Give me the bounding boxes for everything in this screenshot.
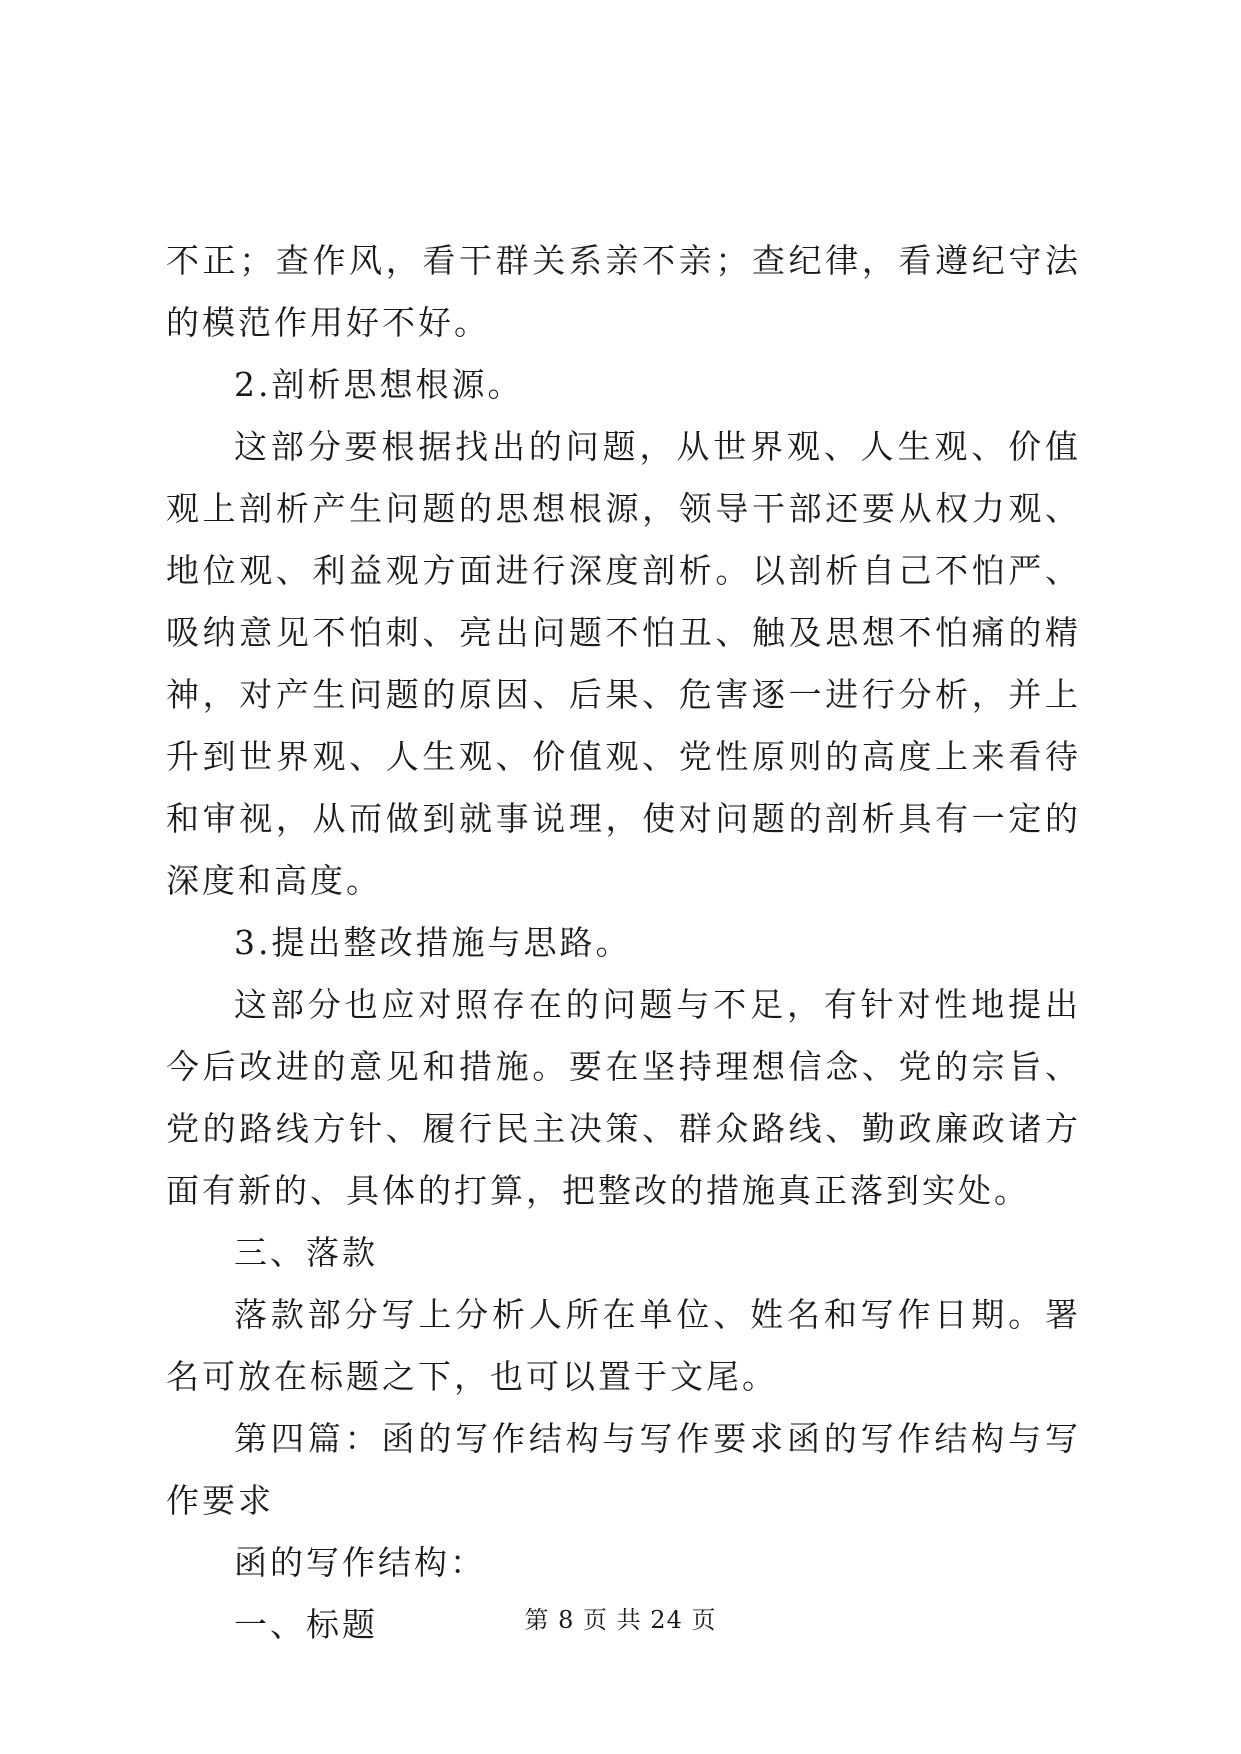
document-body (166, 230, 1081, 1656)
section-heading: 三、落款 (234, 1233, 378, 1272)
paragraph: 这部分也应对照存在的问题与不足，有针对性地提出今后改进的意见和措施。要在坚持理想信念、党的宗旨、党的路线方针、履行民主决策、群众路线、勤政廉政诸方面有新的、具体的打算，把整改的措施真正落到实处。 (166, 985, 1081, 1210)
paragraph: 落款部分写上分析人所在单位、姓名和写作日期。署名可放在标题之下，也可以置于文尾。 (166, 1295, 1081, 1396)
section-heading: 一、标题 (234, 1605, 378, 1644)
paragraph: 这部分要根据找出的问题，从世界观、人生观、价值观上剖析产生问题的思想根源，领导干部还要从权力观、地位观、利益观方面进行深度剖析。以剖析自己不怕严、吸纳意见不怕刺、亮出问题不怕丑、触及思想不怕痛的精神，对产生问题的原因、后果、危害逐一进行分析，并上升到世界观、人生观、价值观、党性原则的高度上来看待和审视，从而做到就事说理，使对问题的剖析具有一定的深度和高度。 (166, 427, 1081, 900)
section-heading: 函的写作结构： (234, 1543, 486, 1582)
paragraph: 不正；查作风，看干群关系亲不亲；查纪律，看遵纪守法的模范作用好不好。 (166, 241, 1081, 342)
chapter-title: 第四篇：函的写作结构与写作要求函的写作结构与写作要求 (166, 1419, 1081, 1520)
section-heading: 3.提出整改措施与思路。 (234, 923, 632, 962)
page-number: 第 8 页 共 24 页 (524, 1606, 717, 1634)
section-heading: 2.剖析思想根源。 (234, 365, 524, 404)
